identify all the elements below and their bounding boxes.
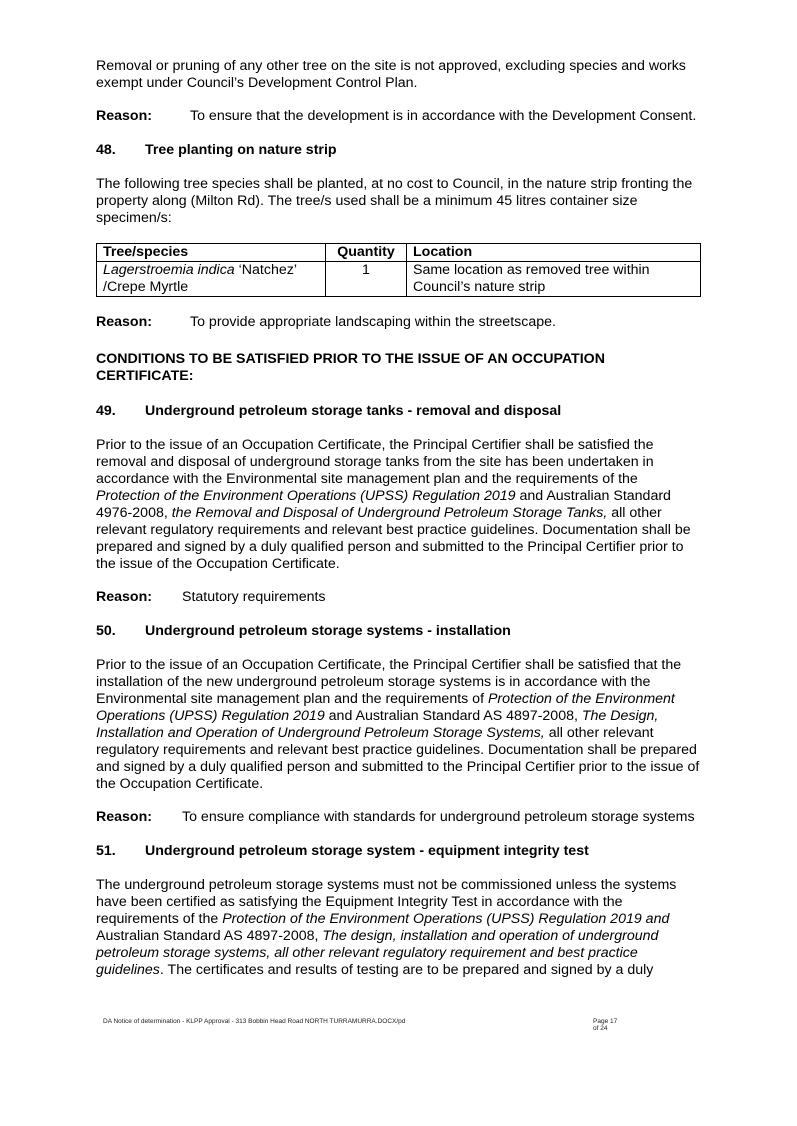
condition-number: 51. — [96, 843, 116, 859]
footer-document-name: DA Notice of determination - KLPP Approval - 313 Bobbin Head Road NORTH TURRAMURRA.DOCX/pd — [103, 1018, 406, 1025]
condition-title: Underground petroleum storage systems - installation — [145, 623, 511, 639]
condition-heading-48 — [96, 142, 701, 159]
reason-block — [96, 809, 701, 826]
italic-run: The design, installation and operation of underground petroleum storage systems, all other relevant regulatory requirement and best practice guidelines — [96, 928, 659, 978]
table-cell-species — [97, 262, 326, 297]
condition-51-paragraph — [96, 877, 701, 979]
condition-heading-51 — [96, 843, 701, 860]
condition-number: 49. — [96, 403, 116, 419]
condition-title: Tree planting on nature strip — [145, 142, 337, 158]
reason-text: To provide appropriate landscaping within the streetscape. — [190, 314, 556, 330]
text-run: Prior to the issue of an Occupation Certificate, the Principal Certifier shall be satisfied that the installation of the new underground petroleum storage systems is in accordance with the Environmental site management plan and the requirements of — [96, 657, 682, 707]
table-header: Tree/species — [97, 244, 326, 262]
page-footer — [103, 1018, 623, 1032]
condition-number: 48. — [96, 142, 116, 158]
text-run: all other relevant regulatory requirements and relevant best practice guidelines. Documentation shall be prepared and signed by a duly qualified person and submitted to the Principal Certifier prior to the issue of the Occupation Certificate. — [96, 725, 700, 792]
table-header-row — [97, 244, 701, 262]
condition-heading-50 — [96, 623, 701, 640]
condition-50-paragraph — [96, 657, 701, 793]
species-common-name: ‘Natchez’ /Crepe Myrtle — [103, 262, 297, 295]
italic-run: the Removal and Disposal of Underground Petroleum Storage Tanks, — [171, 505, 608, 521]
text-run: Prior to the issue of an Occupation Certificate, the Principal Certifier shall be satisfied the removal and disposal of underground storage tanks from the site has been undertaken in accordance with the Environmental site management plan and the requirements of the — [96, 437, 654, 487]
reason-label: Reason: — [96, 589, 152, 605]
italic-run: Protection of the Environment Operations (UPSS) Regulation 2019 — [96, 488, 516, 504]
table-cell-quantity: 1 — [326, 262, 407, 297]
reason-label: Reason: — [96, 809, 152, 825]
table-header: Location — [407, 244, 701, 262]
footer-page-number: Page 17 of 24 — [593, 1018, 618, 1032]
italic-run: The Design, Installation and Operation of Underground Petroleum Storage Systems, — [96, 708, 659, 741]
reason-text: To ensure that the development is in accordance with the Development Consent. — [190, 108, 697, 124]
document-page — [96, 58, 701, 995]
condition-49-paragraph — [96, 437, 701, 573]
condition-heading-49 — [96, 403, 701, 420]
reason-text: Statutory requirements — [182, 589, 326, 605]
reason-text: To ensure compliance with standards for underground petroleum storage systems — [182, 809, 695, 825]
text-run: The underground petroleum storage systems must not be commissioned unless the systems have been certified as satisfying the Equipment Integrity Test in accordance with the requirements of the — [96, 877, 677, 927]
condition-48-paragraph: The following tree species shall be planted, at no cost to Council, in the nature strip fronting the property along (Milton Rd). The tree/s used shall be a minimum 45 litres container size specimen/s: — [96, 176, 693, 226]
table-row — [97, 262, 701, 297]
species-botanical-name: Lagerstroemia indica — [103, 262, 235, 278]
occupation-certificate-heading: CONDITIONS TO BE SATISFIED PRIOR TO THE ISSUE OF AN OCCUPATION CERTIFICATE: — [96, 351, 605, 384]
condition-title: Underground petroleum storage system - equipment integrity test — [145, 843, 589, 859]
condition-number: 50. — [96, 623, 116, 639]
text-run: and Australian Standard AS 4897-2008, — [324, 708, 582, 724]
tree-species-table — [96, 243, 701, 297]
reason-label: Reason: — [96, 314, 152, 330]
text-run: all other relevant regulatory requirements and relevant best practice guidelines. Documentation shall be prepared and signed by a duly qualified person and submitted to the Principal Certifier prior to the issue of the Occupation Certificate. — [96, 505, 691, 572]
table-cell-location: Same location as removed tree within Council’s nature strip — [407, 262, 701, 297]
reason-block — [96, 589, 701, 606]
intro-paragraph: Removal or pruning of any other tree on the site is not approved, excluding species and works exempt under Council’s Development Control Plan. — [96, 58, 686, 91]
reason-block — [96, 108, 701, 125]
italic-run: Protection of the Environment Operations (UPSS) Regulation 2019 and — [222, 911, 670, 927]
text-run: and Australian Standard 4976-2008, — [96, 488, 671, 521]
text-run: . The certificates and results of testing are to be prepared and signed by a duly — [159, 962, 654, 978]
reason-block — [96, 314, 701, 331]
italic-run: Protection of the Environment Operations (UPSS) Regulation 2019 — [96, 691, 675, 724]
condition-title: Underground petroleum storage tanks - removal and disposal — [145, 403, 562, 419]
reason-label: Reason: — [96, 108, 152, 124]
table-header: Quantity — [326, 244, 407, 262]
text-run: Australian Standard AS 4897-2008, — [96, 928, 323, 944]
